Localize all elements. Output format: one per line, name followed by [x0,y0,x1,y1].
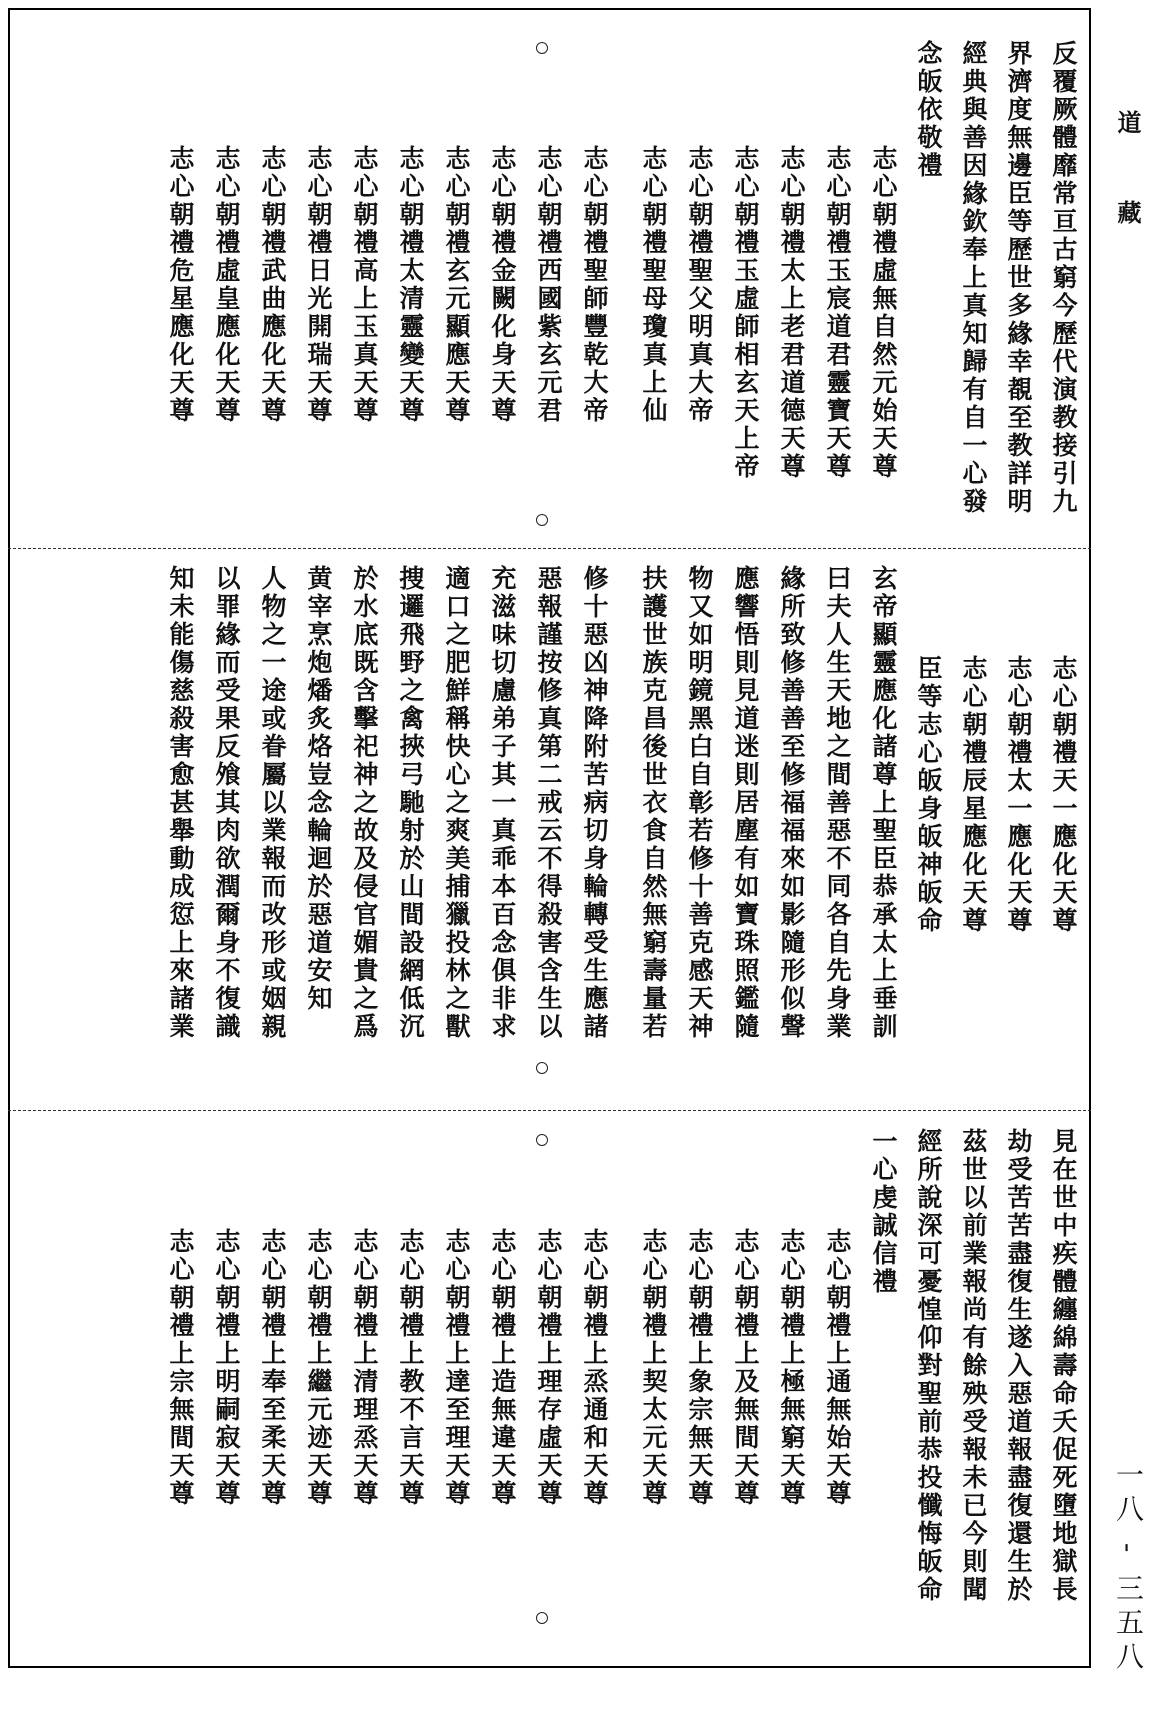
text-panel-middle [70,565,1080,1095]
text-column: 緣所致修善善至修福福來如影隨形似聲 [777,565,806,1041]
text-column: 志心朝禮聖母瓊真上仙 [639,145,668,425]
text-column: 念皈依敬禮 [914,40,943,180]
collection-label: 藏 [1113,200,1142,224]
text-panel-top [70,40,1080,540]
text-column: 志心朝禮日光開瑞天尊 [304,145,333,425]
text-panel-bottom [70,1128,1080,1658]
text-column: 志心朝禮太清靈變天尊 [396,145,425,425]
text-column: 志心朝禮上理存虛天尊 [534,1228,563,1508]
text-column: 志心朝禮上清理烝天尊 [350,1228,379,1508]
text-column: 志心朝禮西國紫玄元君 [534,145,563,425]
text-column: 曰夫人生天地之間善惡不同各自先身業 [823,565,852,1041]
text-column: 志心朝禮玉虛師相玄天上帝 [731,145,760,481]
text-column: 志心朝禮天一應化天尊 [1049,655,1078,935]
text-column: 應響悟則見道迷則居塵有如寶珠照鑑隨 [731,565,760,1041]
text-column: 反覆厥體靡常亘古窮今歷代演教接引九 [1049,40,1078,516]
text-column: 志心朝禮金闕化身天尊 [488,145,517,425]
text-column: 志心朝禮高上玉真天尊 [350,145,379,425]
text-column: 經所說深可憂惶仰對聖前恭投懺悔皈命 [914,1128,943,1604]
text-column: 志心朝禮玉宸道君靈寶天尊 [823,145,852,481]
text-column: 志心朝禮上極無窮天尊 [777,1228,806,1508]
panel-divider [8,1110,1091,1111]
text-column: 玄帝顯靈應化諸尊上聖臣恭承太上垂訓 [869,565,898,1041]
text-column: 適口之肥鮮稱快心之爽美捕獵投林之獸 [442,565,471,1041]
collection-label: 道 [1113,110,1142,134]
text-column: 志心朝禮上繼元迹天尊 [304,1228,333,1508]
text-column: 黄宰烹炮燔炙烙豈念輪迴於惡道安知 [304,565,333,1013]
text-column: 經典與善因緣欽奉上真知歸有自一心發 [959,40,988,516]
text-column: 志心朝禮玄元顯應天尊 [442,145,471,425]
text-column: 志心朝禮太一應化天尊 [1004,655,1033,935]
text-column: 志心朝禮上烝通和天尊 [580,1228,609,1508]
text-column: 於水底既含擊祀神之故及侵官媚貴之爲 [350,565,379,1041]
text-column: 捜邏飛野之禽挾弓馳射於山間設網低沉 [396,565,425,1041]
text-column: 志心朝禮虛無自然元始天尊 [869,145,898,481]
text-column: 一心虔誠信禮 [869,1128,898,1296]
text-column: 人物之一途或眷屬以業報而改形或姻親 [258,565,287,1041]
text-column: 志心朝禮上教不言天尊 [396,1228,425,1508]
text-column: 志心朝禮聖父明真大帝 [685,145,714,425]
text-column: 惡報謹按修真第二戒云不得殺害含生以 [534,565,563,1041]
text-column: 見在世中疾體纏綿壽命夭促死墮地獄長 [1049,1128,1078,1604]
text-column: 修十惡凶神降附苦病切身輪轉受生應諸 [580,565,609,1041]
text-column: 志心朝禮上宗無間天尊 [166,1228,195,1508]
text-column: 扶護世族克昌後世衣食自然無窮壽量若 [639,565,668,1041]
text-column: 臣等志心皈身皈神皈命 [914,655,943,935]
text-column: 茲世以前業報尚有餘殃受報未已今則聞 [959,1128,988,1604]
text-column: 志心朝禮上造無違天尊 [488,1228,517,1508]
text-column: 志心朝禮上奉至柔天尊 [258,1228,287,1508]
text-column: 以罪緣而受果反飧其肉欲潤爾身不復識 [212,565,241,1041]
text-column: 志心朝禮上通無始天尊 [823,1228,852,1508]
text-column: 志心朝禮虛皇應化天尊 [212,145,241,425]
text-column: 志心朝禮太上老君道德天尊 [777,145,806,481]
text-column: 志心朝禮辰星應化天尊 [959,655,988,935]
text-column: 界濟度無邊臣等歷世多緣幸覩至教詳明 [1004,40,1033,516]
text-column: 志心朝禮危星應化天尊 [166,145,195,425]
text-column: 劫受苦苦盡復生遂入惡道報盡復還生於 [1004,1128,1033,1604]
text-column: 物又如明鏡黑白自彰若修十善克感天神 [685,565,714,1041]
page-number: 一八 - 三五八 [1112,1460,1145,1676]
text-column: 志心朝禮上達至理天尊 [442,1228,471,1508]
text-column: 志心朝禮上明嗣寂天尊 [212,1228,241,1508]
text-column: 充滋味切慮弟子其一真乖本百念俱非求 [488,565,517,1041]
panel-divider [8,548,1091,549]
text-column: 志心朝禮上契太元天尊 [639,1228,668,1508]
text-column: 志心朝禮聖師豐乾大帝 [580,145,609,425]
text-column: 知未能傷慈殺害愈甚舉動成愆上來諸業 [166,565,195,1041]
text-column: 志心朝禮上象宗無天尊 [685,1228,714,1508]
text-column: 志心朝禮武曲應化天尊 [258,145,287,425]
text-column: 志心朝禮上及無間天尊 [731,1228,760,1508]
